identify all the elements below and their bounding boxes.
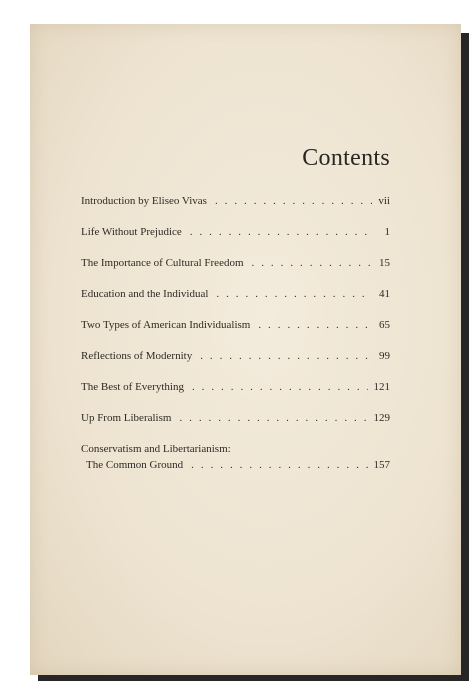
toc-entry <box>81 319 390 350</box>
toc-entry-title: Introduction by Eliseo Vivas <box>81 195 207 207</box>
book-page <box>30 24 461 675</box>
toc-entry <box>81 350 390 381</box>
dot-leader <box>179 412 367 424</box>
toc-entry-page: 1 <box>384 226 390 238</box>
toc-entry-title: The Best of Everything <box>81 381 184 393</box>
dot-leader <box>200 350 372 362</box>
dot-leader <box>215 195 372 207</box>
toc-entry-title: Two Types of American Individualism <box>81 319 251 331</box>
dot-leader <box>216 288 372 300</box>
toc-entry-page: 129 <box>373 412 390 424</box>
toc-entry-title-line1: Conservatism and Libertarianism: <box>81 443 231 455</box>
dot-leader <box>192 381 368 393</box>
dot-leader <box>190 226 372 238</box>
toc-entry-title-line2: The Common Ground <box>86 459 184 471</box>
contents-heading: Contents <box>302 145 390 171</box>
toc-entry-title: Life Without Prejudice <box>81 226 182 238</box>
toc-entry-title: Education and the Individual <box>81 288 209 300</box>
toc-entry <box>81 412 390 443</box>
dot-leader <box>258 319 372 331</box>
toc-entry <box>81 288 390 319</box>
toc-entry <box>81 257 390 288</box>
toc-entry-page: 99 <box>379 350 390 362</box>
toc-entry <box>81 226 390 257</box>
toc-entry-page: 65 <box>379 319 390 331</box>
toc-entry-title: The Importance of Cultural Freedom <box>81 257 244 269</box>
dot-leader <box>252 257 372 269</box>
toc-entry <box>81 443 390 483</box>
table-of-contents <box>81 195 390 483</box>
toc-entry-page: 121 <box>373 381 390 393</box>
toc-entry-title: Reflections of Modernity <box>81 350 193 362</box>
toc-entry-page: 15 <box>379 257 390 269</box>
toc-entry <box>81 381 390 412</box>
toc-entry <box>81 195 390 226</box>
toc-entry-page: vii <box>378 195 390 207</box>
toc-entry-page: 157 <box>373 459 390 471</box>
toc-entry-page: 41 <box>379 288 390 300</box>
toc-entry-title: Up From Liberalism <box>81 412 172 424</box>
dot-leader <box>191 459 367 471</box>
